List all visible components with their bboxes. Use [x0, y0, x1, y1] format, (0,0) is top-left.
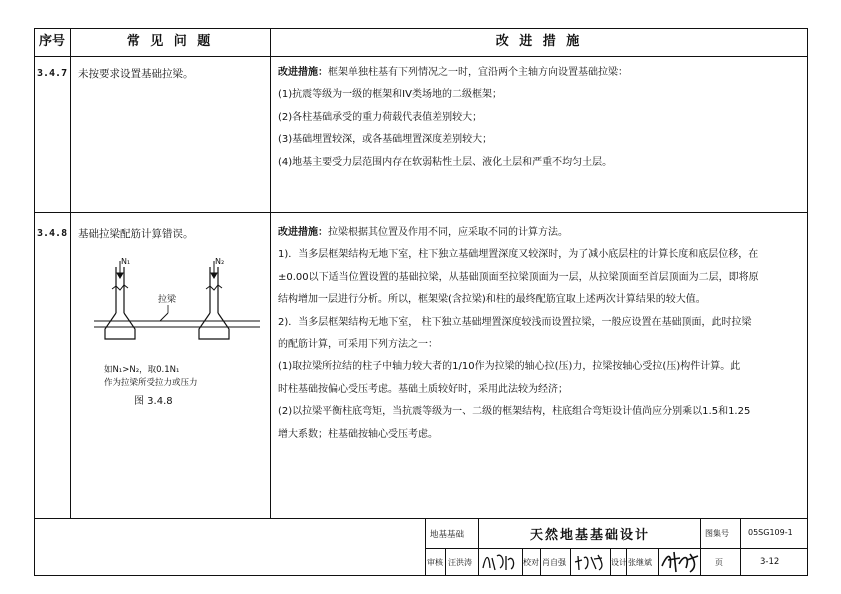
measure-lead: 改进措施： [278, 67, 328, 78]
tb-line-mid [425, 548, 808, 549]
label-n2: N₂ [215, 257, 225, 266]
axial-force-arrows [117, 261, 217, 278]
row-divider [34, 212, 808, 213]
measure-item: (3)基础埋置较深，或各基础埋置深度差别较大； [278, 134, 493, 146]
signature-design [660, 548, 700, 575]
row-problem-347: 未按要求设置基础拉梁。 [78, 68, 194, 80]
tb-atlas-label: 图集号 [705, 529, 729, 538]
measure-lead: 改进措施： [278, 227, 328, 238]
tb-design-name: 张继斌 [628, 558, 652, 567]
measure-item: (1)抗震等级为一级的框架和IV类场地的二级框架； [278, 89, 502, 101]
tb-page-no: 3-12 [760, 557, 780, 567]
signature-review [480, 550, 520, 574]
row-number-347: 3.4.7 [37, 68, 68, 79]
tb-check-label: 校对 [523, 558, 539, 567]
tb-sig-4 [540, 548, 541, 576]
tb-line-d [740, 518, 741, 576]
tb-sig-2 [478, 548, 479, 576]
tb-atlas-no: 05SG109-1 [748, 528, 793, 537]
content-bottom-line [34, 518, 808, 519]
header-seq: 序号 [38, 34, 65, 49]
tb-line-a [425, 518, 426, 576]
measure-item: (2)各柱基础承受的重力荷载代表值差别较大； [278, 111, 483, 123]
tb-sig-1 [445, 548, 446, 576]
figure-caption-1: 如N₁>N₂，取0.1N₁ [104, 365, 180, 375]
row-number-348: 3.4.8 [37, 228, 68, 239]
measure-item: ±0.00以下适当位置设置的基础拉梁，从基础顶面至拉梁顶面为一层，从拉梁顶面至首层顶面为二层，即将原 [278, 271, 759, 283]
label-tie-beam: 拉梁 [158, 295, 177, 305]
tb-review-name: 汪洪涛 [448, 558, 472, 567]
measure-lead-line [278, 62, 798, 84]
tb-category: 地基基础 [430, 530, 465, 540]
row-measures-347 [278, 62, 798, 174]
measure-item: 结构增加一层进行分析。所以，框架梁(含拉梁)和柱的最终配筋宜取上述两次计算结果的较大值。 [278, 294, 706, 306]
header-underline [34, 56, 808, 57]
measure-lead-line [278, 222, 798, 244]
measure-item: 1)．当多层框架结构无地下室，柱下独立基础埋置深度又较深时，为了减小底层柱的计算长度和底层位移，在 [278, 249, 759, 261]
measure-lead-text: 框架单独柱基有下列情况之一时，宜沿两个主轴方向设置基础拉梁： [328, 67, 628, 78]
tb-page-label: 页 [715, 558, 723, 567]
tb-sig-8 [658, 548, 659, 576]
signature-check [572, 550, 608, 574]
tb-line-b [478, 518, 479, 548]
measure-item: (4)地基主要受力层范围内存在软弱粘性土层、液化土层和严重不均匀土层。 [278, 156, 613, 168]
tb-review-label: 审核 [427, 558, 443, 567]
tb-title: 天然地基基础设计 [530, 528, 651, 543]
measure-item: 2)．当多层框架结构无地下室， 柱下独立基础埋置深度较浅而设置拉梁，一般应设置在基础顶面，此时拉梁 [278, 316, 752, 328]
tie-beam-diagram [92, 255, 262, 360]
header-measures: 改 进 措 施 [495, 34, 583, 49]
measure-item: 的配筋计算，可采用下列方法之一： [278, 339, 438, 351]
measure-item: (2)以拉梁平衡柱底弯矩，当抗震等级为一、二级的框架结构，柱底组合弯矩设计值尚应分别乘以1.5和1.25 [278, 406, 751, 418]
row-measures-348 [278, 222, 798, 446]
tb-sig-5 [570, 548, 571, 576]
header-problem: 常 见 问 题 [126, 34, 214, 49]
label-n1: N₁ [121, 257, 131, 266]
col-divider-1 [70, 28, 71, 518]
col-divider-2 [270, 28, 271, 518]
measure-item: (1)取拉梁所拉结的柱子中轴力较大者的1/10作为拉梁的轴心拉(压)力，拉梁按轴心受拉(压)构件计算。此 [278, 361, 741, 373]
figure-caption-2: 作为拉梁所受拉力或压力 [104, 378, 198, 388]
row-problem-348: 基础拉梁配筋计算错误。 [78, 228, 194, 240]
measure-item: 时柱基础按偏心受压考虑。基础土质较好时，采用此法较为经济； [278, 383, 568, 395]
tie-beam [94, 313, 260, 327]
measure-lead-text: 拉梁根据其位置及作用不同，应采取不同的计算方法。 [328, 227, 568, 238]
tb-check-name: 肖自强 [542, 558, 566, 567]
tb-design-label: 设计 [611, 558, 627, 567]
figure-number: 图 3.4.8 [134, 396, 173, 407]
measure-item: 增大系数；柱基础按轴心受压考虑。 [278, 428, 438, 440]
tb-line-c [700, 518, 701, 576]
